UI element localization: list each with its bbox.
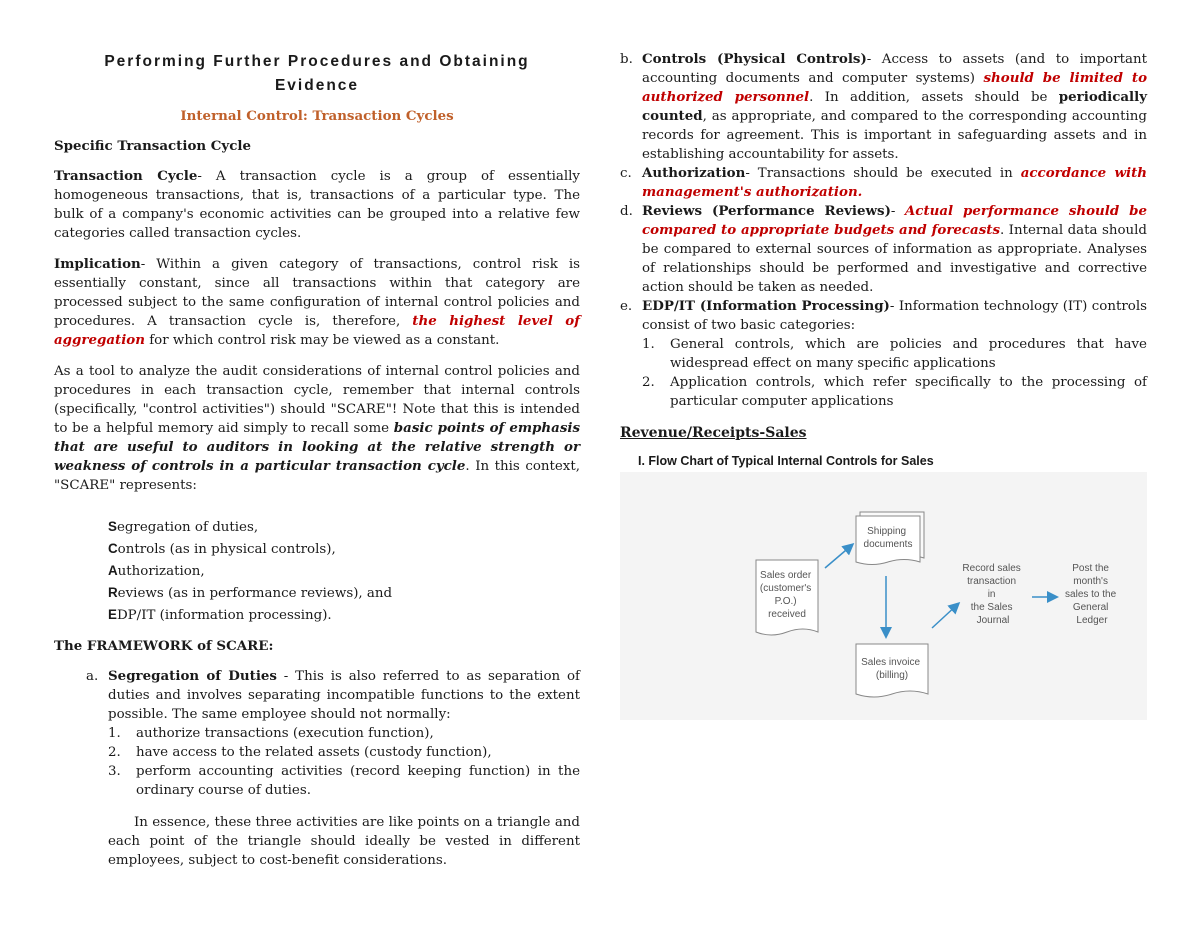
authorization-text: - Transactions should be executed in bbox=[745, 166, 1021, 181]
arrow-order-to-shipping bbox=[825, 545, 852, 568]
acronym-rest: ontrols (as in physical controls), bbox=[117, 542, 336, 557]
implication-emphasis: the highest level of aggregation bbox=[54, 313, 580, 348]
list-item bbox=[108, 743, 580, 762]
controls-label: Controls (Physical Controls) bbox=[642, 51, 867, 67]
transaction-cycle-paragraph bbox=[54, 167, 580, 243]
framework-item-segregation bbox=[86, 667, 580, 800]
scare-acronym-list bbox=[108, 516, 580, 626]
flow-chart-svg bbox=[620, 450, 1147, 720]
implication-paragraph bbox=[54, 255, 580, 350]
sales-invoice-label: Sales invoice (billing) bbox=[861, 657, 921, 681]
subtitle: Internal Control: Transaction Cycles bbox=[180, 108, 454, 124]
sales-flow-chart bbox=[620, 450, 1147, 720]
revenue-heading: Revenue/Receipts-Sales bbox=[620, 425, 807, 441]
shipping-documents-label: Shipping documents bbox=[863, 526, 913, 550]
edp-label: EDP/IT (Information Processing) bbox=[642, 298, 890, 314]
reviews-text-2: . Internal data should be compared to external sources of information as appropriate. Analyses of relationships should be performed and investigative and corrective action should be taken as needed. bbox=[642, 223, 1147, 295]
arrow-invoice-to-record bbox=[932, 604, 958, 628]
title-line-2: Evidence bbox=[274, 77, 360, 94]
tool-emphasis: basic points of emphasis that are useful to auditors in looking at the relative strength or weakness of controls in a particular transaction cycle bbox=[54, 420, 581, 474]
framework-item-controls bbox=[620, 50, 1147, 164]
implication-text-1: - Within a given category of transactions, control risk is essentially constant, since all transactions within that category are processed subject to the same configuration of internal control policies and procedures. A transaction cycle is, therefore, bbox=[54, 257, 580, 329]
list-number: 3. bbox=[108, 764, 121, 779]
segregation-label: Segregation of Duties bbox=[108, 668, 277, 684]
left-column bbox=[54, 50, 580, 870]
acronym-rest: uthorization, bbox=[117, 564, 205, 579]
acronym-line-c bbox=[108, 538, 580, 560]
authorization-emphasis: accordance with management's authorization. bbox=[642, 165, 1147, 200]
framework-item-authorization bbox=[620, 164, 1147, 202]
list-item bbox=[108, 724, 580, 743]
section-heading: Specific Transaction Cycle bbox=[54, 138, 251, 154]
list-text: have access to the related assets (custody function), bbox=[136, 745, 492, 760]
flow-chart-title: I. Flow Chart of Typical Internal Controls for Sales bbox=[638, 454, 934, 468]
list-text: General controls, which are policies and procedures that have widespread effect on many specific applications bbox=[670, 337, 1147, 371]
item-marker: c. bbox=[620, 166, 632, 181]
acronym-letter: E bbox=[108, 607, 117, 622]
reviews-text-1: - bbox=[890, 204, 905, 219]
edp-text: - Information technology (IT) controls consist of two basic categories: bbox=[642, 299, 1147, 333]
list-number: 1. bbox=[642, 337, 655, 352]
framework-item-reviews bbox=[620, 202, 1147, 297]
list-item bbox=[642, 335, 1147, 373]
acronym-rest: DP/IT (information processing). bbox=[116, 608, 332, 623]
right-column bbox=[620, 50, 1147, 457]
page-title bbox=[54, 50, 580, 98]
record-sales-label: Record sales transaction in the Sales Journal bbox=[962, 563, 1021, 626]
acronym-letter: S bbox=[108, 519, 117, 534]
acronym-letter: R bbox=[108, 585, 118, 600]
acronym-line-r bbox=[108, 582, 580, 604]
tool-text-2: . In this context, "SCARE" represents: bbox=[54, 459, 580, 493]
transaction-cycle-text: - A transaction cycle is a group of essentially homogeneous transactions, that is, transactions of a particular type. The bulk of a company's economic activities can be grouped into a relative few categories called transaction cycles. bbox=[54, 169, 580, 241]
implication-label: Implication bbox=[54, 256, 141, 272]
list-item bbox=[108, 762, 580, 800]
post-ledger-label: Post the month's sales to the General Ledger bbox=[1065, 563, 1117, 626]
authorization-label: Authorization bbox=[642, 165, 746, 181]
framework-item-edp bbox=[620, 297, 1147, 411]
tool-text-1: As a tool to analyze the audit considerations of internal control policies and procedures in each transaction cycle, remember that internal controls (specifically, "control activities") should "SCARE"! Note that this is intended to be a helpful memory aid simply to recall some bbox=[54, 364, 580, 436]
reviews-emphasis: Actual performance should be compared to appropriate budgets and forecasts bbox=[642, 203, 1147, 238]
framework-heading: The FRAMEWORK of SCARE: bbox=[54, 638, 274, 654]
sales-order-label: Sales order (customer's P.O.) received bbox=[759, 570, 812, 620]
list-text: authorize transactions (execution function), bbox=[136, 726, 434, 741]
list-text: perform accounting activities (record keeping function) in the ordinary course of duties. bbox=[136, 764, 580, 798]
reviews-label: Reviews (Performance Reviews) bbox=[642, 203, 891, 219]
item-marker: b. bbox=[620, 52, 633, 67]
acronym-rest: eviews (as in performance reviews), and bbox=[117, 586, 393, 601]
list-number: 2. bbox=[642, 375, 655, 390]
transaction-cycle-label: Transaction Cycle bbox=[54, 168, 198, 184]
list-item bbox=[642, 373, 1147, 411]
acronym-letter: C bbox=[108, 541, 118, 556]
controls-text-3: , as appropriate, and compared to the corresponding accounting records for agreement. This is important in safeguarding assets and in establishing accountability for assets. bbox=[642, 109, 1147, 162]
implication-text-2: for which control risk may be viewed as a constant. bbox=[144, 333, 500, 348]
acronym-rest: egregation of duties, bbox=[116, 520, 259, 535]
controls-bold: periodically counted bbox=[642, 89, 1147, 124]
item-marker: e. bbox=[620, 299, 633, 314]
tool-paragraph bbox=[54, 362, 580, 495]
list-number: 1. bbox=[108, 726, 121, 741]
acronym-line-e bbox=[108, 604, 580, 626]
item-marker: a. bbox=[86, 669, 99, 684]
title-line-1: Performing Further Procedures and Obtaining bbox=[104, 53, 530, 70]
acronym-letter: A bbox=[108, 563, 118, 578]
controls-text-2: . In addition, assets should be bbox=[809, 90, 1059, 105]
controls-emphasis: should be limited to authorized personnel bbox=[642, 70, 1148, 105]
segregation-intro bbox=[108, 667, 580, 724]
controls-text-1: - Access to assets (and to important accounting documents and computer systems) bbox=[642, 52, 1147, 86]
list-number: 2. bbox=[108, 745, 121, 760]
item-marker: d. bbox=[620, 204, 633, 219]
list-text: Application controls, which refer specifically to the processing of particular computer applications bbox=[670, 375, 1147, 409]
acronym-line-a bbox=[108, 560, 580, 582]
acronym-line-s bbox=[108, 516, 580, 538]
essence-paragraph: In essence, these three activities are like points on a triangle and each point of the triangle should ideally be vested in different employees, subject to cost-benefit considerations. bbox=[108, 815, 580, 868]
segregation-text: - This is also referred to as separation of duties and involves separating incompatible functions to the extent possible. The same employee should not normally: bbox=[108, 669, 580, 722]
